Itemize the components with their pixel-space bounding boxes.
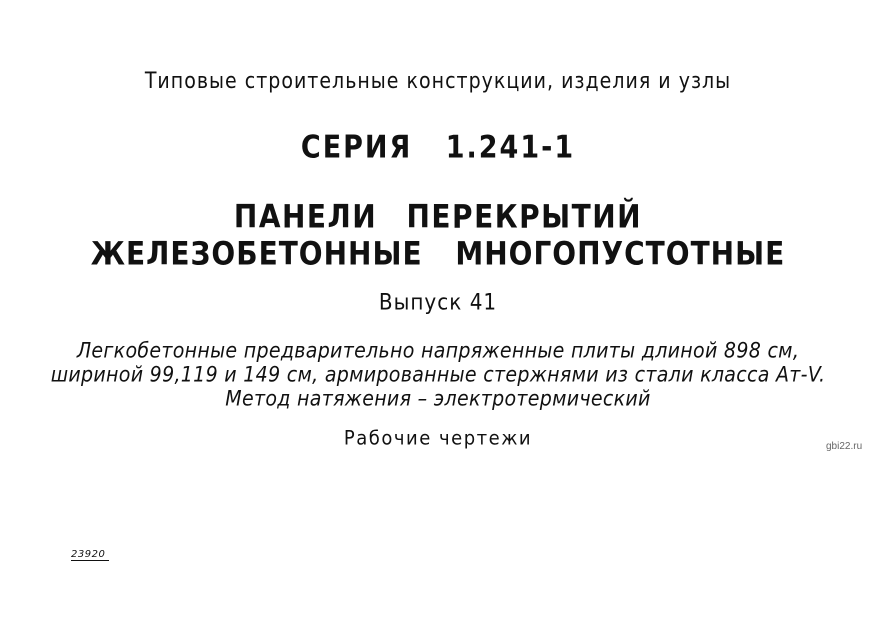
title-line-1: ПАНЕЛИ ПЕРЕКРЫТИЙ <box>233 197 643 236</box>
series-heading: Типовые строительные конструкции, изделия и узлы <box>144 68 732 94</box>
description-line-1: Легкобетонные предварительно напряженные плиты длиной 898 см, <box>76 338 800 364</box>
issue-number: Выпуск 41 <box>378 288 498 316</box>
watermark: gbi22.ru <box>826 441 863 452</box>
description-line-2: шириной 99,119 и 149 см, армированные стержнями из стали класса Ат-V. <box>50 362 826 388</box>
series-number: СЕРИЯ 1.241-1 <box>300 129 576 166</box>
working-drawings-label: Рабочие чертежи <box>343 426 533 451</box>
description-line-3: Метод натяжения – электротермический <box>225 386 651 412</box>
title-line-2: ЖЕЛЕЗОБЕТОННЫЕ МНОГОПУСТОТНЫЕ <box>90 234 786 273</box>
inventory-number: 23920 <box>71 549 109 561</box>
